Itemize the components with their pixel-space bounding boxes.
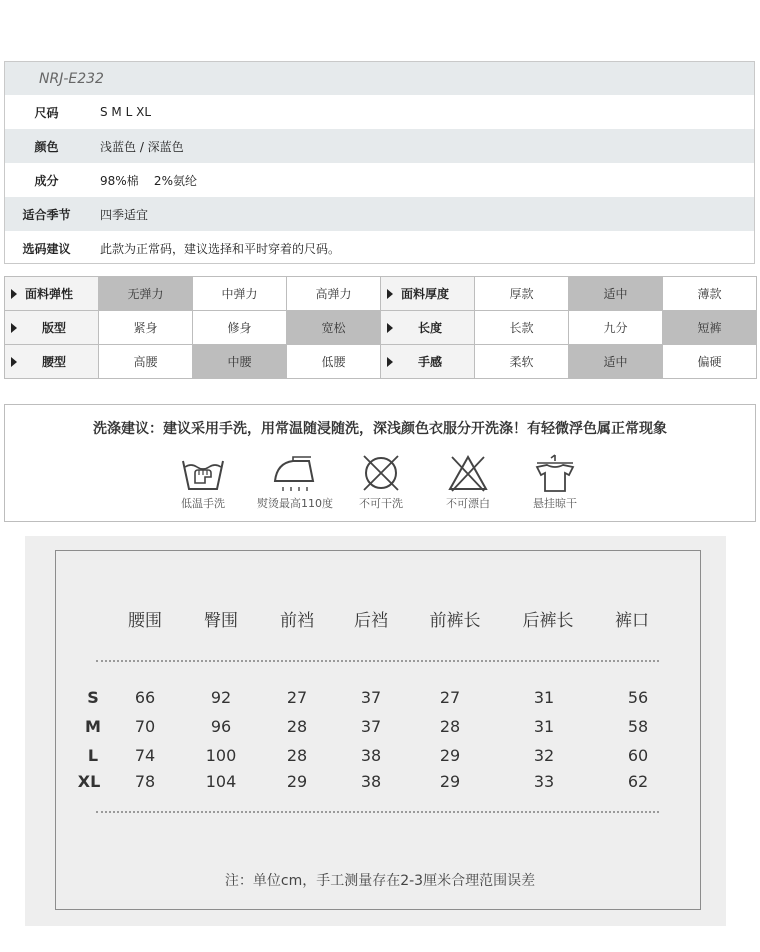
size-value: 56 (627, 688, 649, 707)
attribute-option-selected: 适中 (569, 277, 663, 311)
hand-wash-icon (179, 453, 227, 493)
size-value: 28 (439, 717, 461, 736)
size-header: 臀围 (204, 611, 238, 631)
attribute-label: 手感 (417, 355, 442, 369)
info-label: 尺码 (34, 105, 59, 120)
washing-advice (4, 404, 756, 522)
dotted-divider (96, 660, 659, 662)
triangle-icon (387, 323, 393, 333)
size-header: 裤口 (615, 611, 649, 631)
attribute-option-selected: 中腰 (193, 345, 287, 379)
size-value: 33 (533, 772, 555, 791)
attribute-row (5, 277, 757, 311)
size-value: 104 (205, 772, 237, 791)
info-value: 98%棉 2%氨纶 (100, 173, 197, 188)
dotted-divider (96, 811, 659, 813)
attribute-label: 面料厚度 (401, 287, 450, 301)
washing-title: 洗涤建议：建议采用手洗，用常温随浸随洗，深浅颜色衣服分开洗涤！有轻微浮色属正常现象 (93, 421, 667, 437)
size-header: 后裆 (354, 611, 388, 631)
size-value: 32 (533, 746, 555, 765)
size-value: 37 (360, 688, 382, 707)
size-value: 100 (205, 746, 237, 765)
attribute-option: 偏硬 (663, 345, 757, 379)
triangle-icon (11, 357, 17, 367)
wash-label: 不可干洗 (359, 497, 403, 510)
wash-item (161, 453, 245, 511)
info-value: 浅蓝色 / 深蓝色 (100, 139, 184, 154)
size-value: 58 (627, 717, 649, 736)
attribute-option: 修身 (193, 311, 287, 345)
product-info-table (4, 61, 755, 264)
size-value: 74 (134, 746, 156, 765)
attribute-header (5, 277, 99, 311)
wash-label: 熨烫最高110度 (257, 497, 333, 510)
info-value: 四季适宜 (100, 207, 149, 222)
wash-item (513, 453, 597, 511)
info-label: 颜色 (34, 139, 59, 154)
no-bleach-icon (446, 453, 490, 493)
attribute-header (5, 345, 99, 379)
iron-icon (269, 453, 321, 493)
attribute-header (381, 345, 475, 379)
wash-item (339, 453, 423, 511)
attribute-option: 紧身 (99, 311, 193, 345)
size-value: 31 (533, 688, 555, 707)
size-label: XL (77, 772, 101, 791)
attribute-option-selected: 宽松 (287, 311, 381, 345)
size-label: L (87, 746, 99, 765)
attribute-label: 版型 (41, 321, 66, 335)
hang-dry-icon (531, 453, 579, 493)
attribute-option: 厚款 (475, 277, 569, 311)
wash-item (253, 453, 337, 511)
wash-label: 低温手洗 (181, 497, 225, 510)
info-label: 成分 (34, 173, 59, 188)
attribute-option: 柔软 (475, 345, 569, 379)
attribute-option: 低腰 (287, 345, 381, 379)
info-row-material (5, 163, 754, 197)
size-header: 后裤长 (522, 611, 574, 631)
size-header: 前裆 (280, 611, 314, 631)
size-label: M (85, 717, 101, 736)
size-value: 60 (627, 746, 649, 765)
info-value: S M L XL (100, 105, 152, 119)
size-value: 28 (286, 746, 308, 765)
size-value: 70 (134, 717, 156, 736)
attribute-option: 九分 (569, 311, 663, 345)
size-value: 92 (210, 688, 232, 707)
attribute-label: 腰型 (41, 355, 66, 369)
attribute-row (5, 311, 757, 345)
size-value: 78 (134, 772, 156, 791)
triangle-icon (11, 289, 17, 299)
attribute-option: 高弹力 (287, 277, 381, 311)
size-value: 31 (533, 717, 555, 736)
size-label: S (87, 688, 99, 707)
attribute-option-selected: 无弹力 (99, 277, 193, 311)
product-code: NRJ-E232 (39, 70, 104, 87)
wash-item (426, 453, 510, 511)
triangle-icon (11, 323, 17, 333)
attribute-label: 长度 (417, 321, 442, 335)
no-dry-clean-icon (359, 453, 403, 493)
attribute-header (381, 277, 475, 311)
size-header: 腰围 (128, 611, 162, 631)
size-value: 38 (360, 746, 382, 765)
attribute-option: 高腰 (99, 345, 193, 379)
info-label: 选码建议 (22, 241, 71, 256)
triangle-icon (387, 357, 393, 367)
size-value: 27 (439, 688, 461, 707)
info-row-size (5, 95, 754, 129)
attribute-option: 中弹力 (193, 277, 287, 311)
info-row-color (5, 129, 754, 163)
size-value: 62 (627, 772, 649, 791)
info-value: 此款为正常码，建议选择和平时穿着的尺码。 (100, 241, 341, 256)
wash-label: 悬挂晾干 (533, 497, 577, 510)
attribute-option: 薄款 (663, 277, 757, 311)
product-code-row (5, 62, 754, 95)
info-row-season (5, 197, 754, 231)
attribute-grid (4, 276, 757, 379)
size-note: 注：单位cm，手工测量存在2-3厘米合理范围误差 (224, 873, 536, 889)
triangle-icon (387, 289, 393, 299)
wash-label: 不可漂白 (446, 497, 490, 510)
attribute-option-selected: 短裤 (663, 311, 757, 345)
info-row-size-advice (5, 231, 754, 265)
size-value: 28 (286, 717, 308, 736)
size-value: 96 (210, 717, 232, 736)
size-value: 29 (439, 746, 461, 765)
size-value: 66 (134, 688, 156, 707)
attribute-header (5, 311, 99, 345)
attribute-option: 长款 (475, 311, 569, 345)
size-value: 38 (360, 772, 382, 791)
attribute-header (381, 311, 475, 345)
size-header: 前裤长 (429, 611, 481, 631)
size-value: 29 (439, 772, 461, 791)
attribute-option-selected: 适中 (569, 345, 663, 379)
size-value: 27 (286, 688, 308, 707)
info-label: 适合季节 (22, 207, 71, 222)
attribute-row (5, 345, 757, 379)
size-value: 37 (360, 717, 382, 736)
attribute-label: 面料弹性 (25, 287, 74, 301)
size-value: 29 (286, 772, 308, 791)
